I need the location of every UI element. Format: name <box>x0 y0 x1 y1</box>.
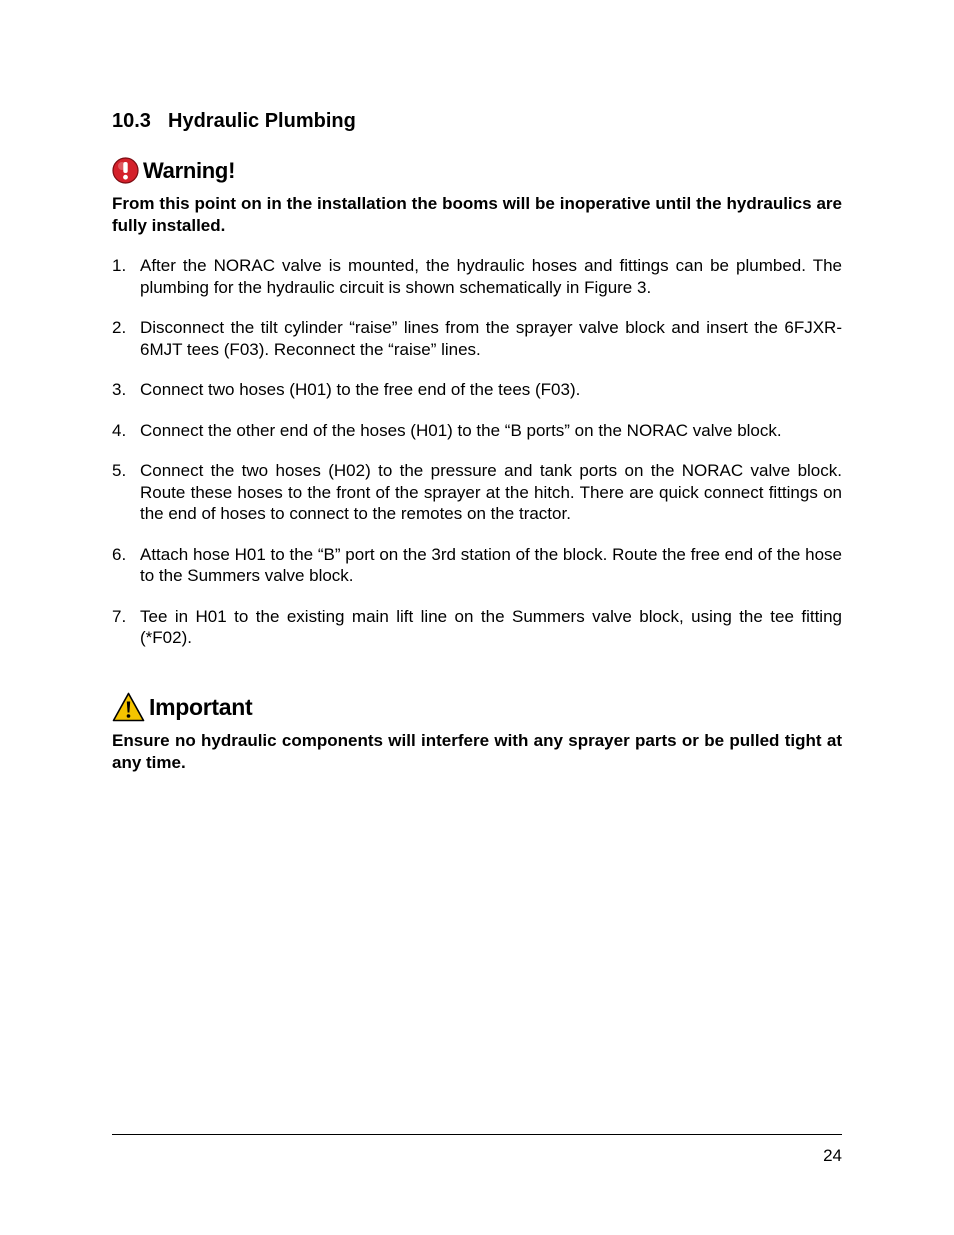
step-text: Attach hose H01 to the “B” port on the 3rd station of the block. Route the free end of the hose to the Summers valve block. <box>140 544 842 585</box>
step-number: 6. <box>112 544 127 564</box>
step-number: 5. <box>112 461 127 480</box>
step-list <box>112 255 842 649</box>
warning-triangle-icon <box>112 692 145 722</box>
warning-heading <box>112 157 235 184</box>
important-heading <box>112 692 252 722</box>
list-item <box>112 544 842 587</box>
warning-text: From this point on in the installation the booms will be inoperative until the hydraulics are fully installed. <box>112 194 842 235</box>
step-text: Disconnect the tilt cylinder “raise” lines from the sprayer valve block and insert the 6FJXR-6MJT tees (F03). Reconnect the “raise” lines. <box>140 318 842 359</box>
list-item <box>112 317 842 360</box>
footer-divider <box>112 1134 842 1135</box>
step-number: 1. <box>112 256 127 275</box>
list-item <box>112 606 842 649</box>
step-text: Connect the two hoses (H02) to the pressure and tank ports on the NORAC valve block. Route these hoses to the front of the sprayer at the hitch. There are quick connect fittings on the end of hoses to connect to the remotes on the tractor. <box>140 461 842 523</box>
section-title <box>112 110 356 133</box>
step-text: Connect two hoses (H01) to the free end of the tees (F03). <box>140 380 581 399</box>
step-text: After the NORAC valve is mounted, the hydraulic hoses and fittings can be plumbed. The plumbing for the hydraulic circuit is shown schematically in Figure 3. <box>140 256 842 297</box>
list-item <box>112 420 842 442</box>
document-page <box>112 0 842 1235</box>
list-item <box>112 460 842 525</box>
page-number: 24 <box>823 1146 842 1165</box>
step-text: Connect the other end of the hoses (H01) to the “B ports” on the NORAC valve block. <box>140 420 782 440</box>
important-heading-text: Important <box>149 693 253 720</box>
exclamation-circle-icon <box>112 157 139 184</box>
section-title-text: Hydraulic Plumbing <box>168 110 356 132</box>
list-item <box>112 255 842 298</box>
warning-heading-text: Warning! <box>143 157 236 183</box>
list-item <box>112 379 842 401</box>
important-text: Ensure no hydraulic components will interfere with any sprayer parts or be pulled tight at any time. <box>112 731 842 772</box>
step-number: 7. <box>112 606 127 626</box>
step-number: 4. <box>112 420 127 440</box>
step-number: 3. <box>112 380 127 399</box>
step-number: 2. <box>112 318 127 337</box>
step-text: Tee in H01 to the existing main lift line on the Summers valve block, using the tee fitting (*F02). <box>140 606 842 647</box>
section-number: 10.3 <box>112 110 151 132</box>
